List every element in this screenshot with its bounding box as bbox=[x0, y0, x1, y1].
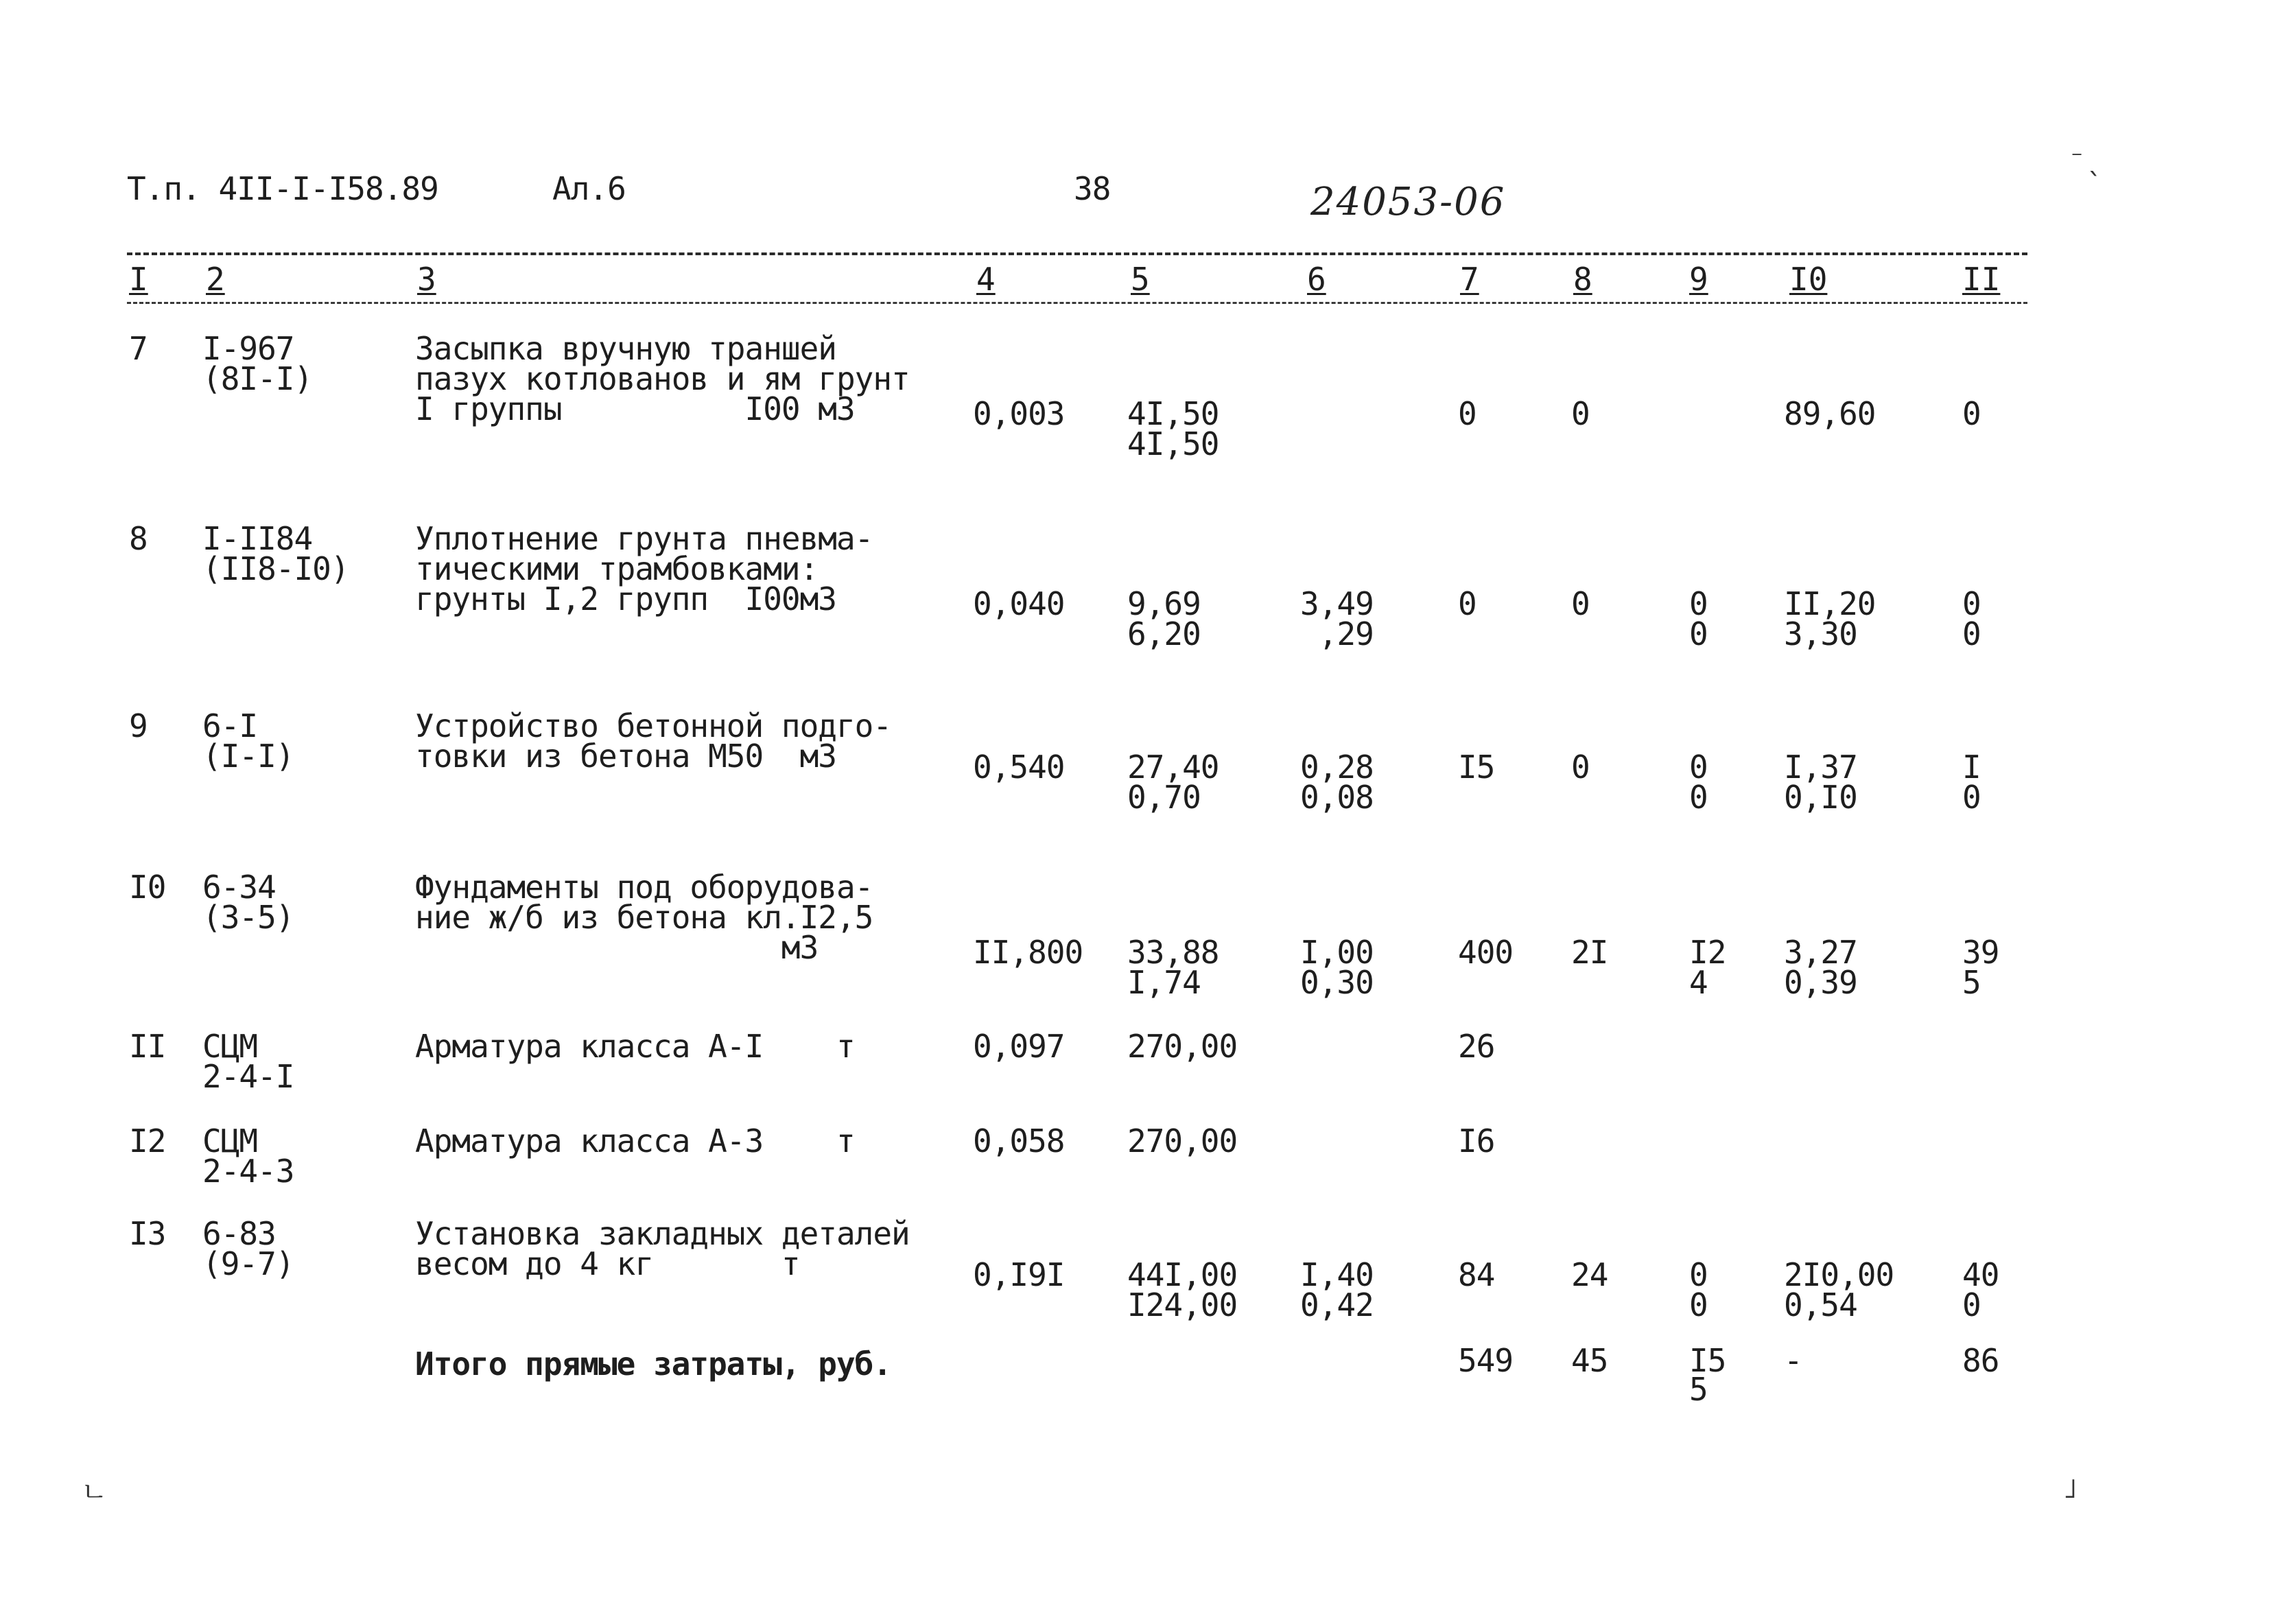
total-col9-line2: 5 bbox=[1689, 1371, 1708, 1408]
row-col9-line: 4 bbox=[1689, 964, 1708, 1001]
row-col10-line: 0,54 bbox=[1784, 1286, 1857, 1323]
row-description-line: тическими трамбовками: bbox=[415, 550, 819, 587]
header-rule-bottom bbox=[127, 302, 2027, 304]
row-col6-line: 0,30 bbox=[1300, 964, 1374, 1001]
row-code-line: 6-83 bbox=[202, 1215, 276, 1252]
corner-mark-top-right: ⁻ˎ bbox=[2069, 143, 2102, 175]
row-col5-line: 270,00 bbox=[1127, 1122, 1238, 1160]
row-description-line: Засыпка вручную траншей bbox=[415, 330, 836, 367]
row-col7: I6 bbox=[1458, 1122, 1495, 1160]
row-number: 9 bbox=[129, 707, 148, 744]
row-col10-line: 0,39 bbox=[1784, 964, 1857, 1001]
column-number: 7 bbox=[1460, 261, 1479, 298]
row-number: II bbox=[129, 1028, 166, 1065]
row-col11-line: 0 bbox=[1962, 395, 1981, 432]
row-col5-line: I24,00 bbox=[1127, 1286, 1238, 1323]
row-col5-line: 4I,50 bbox=[1127, 395, 1219, 432]
row-description-line: Устройство бетонной подго- bbox=[415, 707, 892, 744]
row-description-line: м3 bbox=[415, 929, 819, 966]
row-col11-line: 40 bbox=[1962, 1256, 1999, 1293]
total-col7: 549 bbox=[1458, 1342, 1514, 1379]
column-number: 5 bbox=[1131, 261, 1150, 298]
row-description-line: Уплотнение грунта пневма- bbox=[415, 520, 873, 557]
column-number: I0 bbox=[1789, 261, 1828, 298]
row-number: I2 bbox=[129, 1122, 166, 1160]
row-col6-line: 0,28 bbox=[1300, 749, 1374, 786]
row-col7: 400 bbox=[1458, 934, 1514, 971]
row-quantity: 0,I9I bbox=[973, 1256, 1065, 1293]
row-col8: 2I bbox=[1571, 934, 1608, 971]
row-col6-line: I,00 bbox=[1300, 934, 1374, 971]
total-col8: 45 bbox=[1571, 1342, 1608, 1379]
header-rule-top bbox=[127, 252, 2027, 255]
row-col10-line: II,20 bbox=[1784, 585, 1876, 622]
row-col6-line: 3,49 bbox=[1300, 585, 1374, 622]
row-col7: I5 bbox=[1458, 749, 1495, 786]
row-col5-line: 4I,50 bbox=[1127, 425, 1219, 462]
row-quantity: 0,003 bbox=[973, 395, 1065, 432]
row-col5-line: 0,70 bbox=[1127, 779, 1201, 816]
row-code-line: СЦМ bbox=[202, 1028, 258, 1065]
row-description-line: Арматура класса А-I т bbox=[415, 1028, 855, 1065]
row-col5-line: 27,40 bbox=[1127, 749, 1219, 786]
row-code-line: I-II84 bbox=[202, 520, 313, 557]
row-col5-line: 44I,00 bbox=[1127, 1256, 1238, 1293]
project-reference: Т.п. 4II-I-I58.89 bbox=[127, 170, 438, 207]
row-col7: 84 bbox=[1458, 1256, 1495, 1293]
row-quantity: 0,540 bbox=[973, 749, 1065, 786]
row-code-line: СЦМ bbox=[202, 1122, 258, 1160]
total-col9-line1: I5 bbox=[1689, 1342, 1726, 1379]
row-col8: 0 bbox=[1571, 585, 1590, 622]
total-label: Итого прямые затраты, руб. bbox=[415, 1345, 892, 1382]
handwritten-code: 24053-06 bbox=[1310, 180, 1506, 224]
column-number: 6 bbox=[1307, 261, 1326, 298]
row-col8: 24 bbox=[1571, 1256, 1608, 1293]
row-col11-line: I bbox=[1962, 749, 1981, 786]
row-quantity: 0,058 bbox=[973, 1122, 1065, 1160]
row-col5-line: 6,20 bbox=[1127, 615, 1201, 652]
row-description-line: I группы I00 м3 bbox=[415, 390, 855, 427]
column-number: 4 bbox=[976, 261, 996, 298]
row-col5-line: 270,00 bbox=[1127, 1028, 1238, 1065]
row-description-line: Фундаменты под оборудова- bbox=[415, 869, 873, 906]
row-col5-line: 9,69 bbox=[1127, 585, 1201, 622]
row-col9-line: I2 bbox=[1689, 934, 1726, 971]
row-description-line: грунты I,2 групп I00м3 bbox=[415, 580, 836, 617]
row-col6-line: 0,42 bbox=[1300, 1286, 1374, 1323]
row-col11-line: 5 bbox=[1962, 964, 1981, 1001]
row-col11-line: 0 bbox=[1962, 585, 1981, 622]
row-number: I3 bbox=[129, 1215, 166, 1252]
row-col9-line: 0 bbox=[1689, 1256, 1708, 1293]
row-description-line: пазух котлованов и ям грунт bbox=[415, 360, 910, 397]
row-col6-line: 0,08 bbox=[1300, 779, 1374, 816]
row-description-line: Установка закладных деталей bbox=[415, 1215, 910, 1252]
row-col10-line: 0,I0 bbox=[1784, 779, 1857, 816]
row-quantity: 0,097 bbox=[973, 1028, 1065, 1065]
row-number: 8 bbox=[129, 520, 148, 557]
column-number: 9 bbox=[1689, 261, 1708, 298]
row-number: 7 bbox=[129, 330, 148, 367]
row-col8: 0 bbox=[1571, 749, 1590, 786]
row-code-line: I-967 bbox=[202, 330, 294, 367]
row-col9-line: 0 bbox=[1689, 749, 1708, 786]
row-code-line: (3-5) bbox=[202, 899, 294, 936]
row-description-line: Арматура класса А-3 т bbox=[415, 1122, 855, 1160]
column-number: II bbox=[1962, 261, 2001, 298]
row-code-line: (8I-I) bbox=[202, 360, 313, 397]
row-col7: 26 bbox=[1458, 1028, 1495, 1065]
row-col10-line: 3,27 bbox=[1784, 934, 1857, 971]
row-col11-line: 0 bbox=[1962, 615, 1981, 652]
row-col11-line: 0 bbox=[1962, 1286, 1981, 1323]
row-code-line: 2-4-I bbox=[202, 1058, 294, 1095]
row-col9-line: 0 bbox=[1689, 1286, 1708, 1323]
column-number: 3 bbox=[417, 261, 436, 298]
corner-mark-bottom-right: ˩ bbox=[2062, 1473, 2079, 1505]
row-col6-line: I,40 bbox=[1300, 1256, 1374, 1293]
row-description-line: ние ж/б из бетона кл.I2,5 bbox=[415, 899, 873, 936]
row-col9-line: 0 bbox=[1689, 779, 1708, 816]
row-quantity: II,800 bbox=[973, 934, 1083, 971]
row-col9-line: 0 bbox=[1689, 585, 1708, 622]
row-code-line: 6-I bbox=[202, 707, 258, 744]
row-col8: 0 bbox=[1571, 395, 1590, 432]
column-number: I bbox=[129, 261, 148, 298]
row-quantity: 0,040 bbox=[973, 585, 1065, 622]
row-code-line: (II8-I0) bbox=[202, 550, 349, 587]
row-col6-line: ,29 bbox=[1300, 615, 1374, 652]
row-col10-line: I,37 bbox=[1784, 749, 1857, 786]
row-description-line: товки из бетона М50 м3 bbox=[415, 738, 836, 775]
row-code-line: 2-4-3 bbox=[202, 1153, 294, 1190]
row-col10-line: 89,60 bbox=[1784, 395, 1876, 432]
album-number: Ал.6 bbox=[552, 170, 626, 207]
row-code-line: (9-7) bbox=[202, 1245, 294, 1282]
row-number: I0 bbox=[129, 869, 166, 906]
row-col11-line: 39 bbox=[1962, 934, 1999, 971]
total-col10: - bbox=[1784, 1342, 1802, 1379]
row-col7: 0 bbox=[1458, 395, 1476, 432]
page-number: 38 bbox=[1074, 170, 1111, 207]
row-col7: 0 bbox=[1458, 585, 1476, 622]
row-code-line: (I-I) bbox=[202, 738, 294, 775]
column-number: 8 bbox=[1573, 261, 1592, 298]
total-col11: 86 bbox=[1962, 1342, 1999, 1379]
row-col10-line: 2I0,00 bbox=[1784, 1256, 1894, 1293]
row-col5-line: I,74 bbox=[1127, 964, 1201, 1001]
corner-mark-bottom-left: ㄴ bbox=[81, 1476, 108, 1508]
row-code-line: 6-34 bbox=[202, 869, 276, 906]
row-col9-line: 0 bbox=[1689, 615, 1708, 652]
row-description-line: весом до 4 кг т bbox=[415, 1245, 800, 1282]
column-number: 2 bbox=[206, 261, 225, 298]
row-col5-line: 33,88 bbox=[1127, 934, 1219, 971]
row-col10-line: 3,30 bbox=[1784, 615, 1857, 652]
row-col11-line: 0 bbox=[1962, 779, 1981, 816]
